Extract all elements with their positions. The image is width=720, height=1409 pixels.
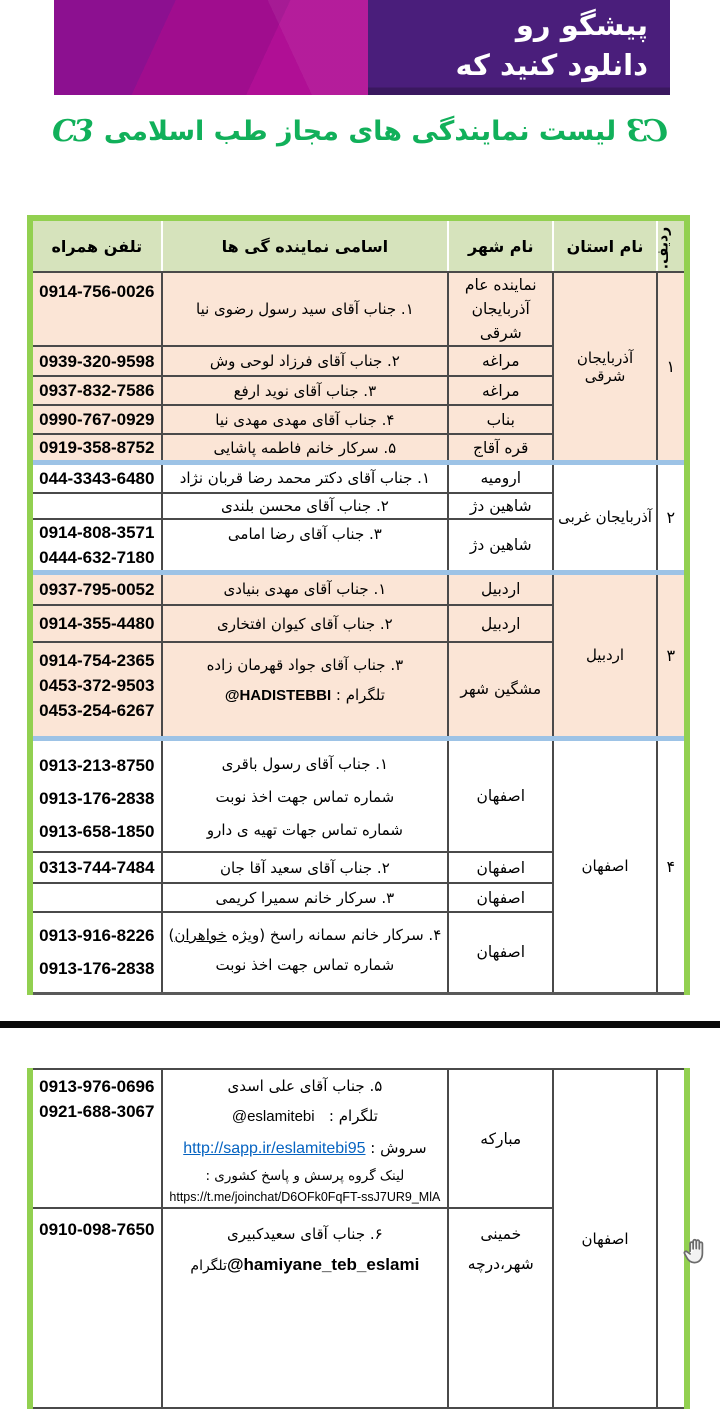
province-name: اصفهان xyxy=(553,1069,656,1408)
phone-number: 0939-320-9598 xyxy=(30,346,162,376)
ad-banner-line2: دانلود کنید که xyxy=(455,48,648,82)
city-name: مشگین شهر xyxy=(448,642,553,738)
phone-number-empty xyxy=(30,883,162,912)
representative-name: ۱. جناب آقای مهدی بنیادی xyxy=(162,572,448,605)
telegram-label: تلگرام : xyxy=(331,686,385,704)
phone-number: 0913-213-8750 0913-176-2838 0913-658-1850 xyxy=(30,738,162,852)
radif-number: ۴ xyxy=(657,738,687,993)
representative-name: ۴. سرکار خانم سمانه راسخ (ویژه خواهران) شماره تماس جهت اخذ نوبت xyxy=(162,912,448,993)
representative-name: ۵. جناب آقای علی اسدی تلگرام : @eslamitebi سروش : http://sapp.ir/eslamitebi95 لینک گروه پرسش و پاسخ کشوری : https://t.me/joinchat/D6OFk0FqFT-ssJ7UR9_MlA xyxy=(162,1069,448,1208)
ad-banner-graphic xyxy=(54,0,368,95)
city-name: اصفهان xyxy=(448,912,553,993)
ad-banner-line1: پیشگو رو xyxy=(515,8,648,42)
phone-number: 0919-358-8752 xyxy=(30,434,162,463)
header-radif: ردیف. xyxy=(657,218,687,272)
representative-name: ۲. جناب آقای فرزاد لوحی وش xyxy=(162,346,448,376)
floral-ornament-icon: C3 xyxy=(52,113,91,149)
group-link-url: https://t.me/joinchat/D6OFk0FqFT-ssJ7UR9_MlA xyxy=(169,1189,441,1204)
representative-name: ۳. سرکار خانم سمیرا کریمی xyxy=(162,883,448,912)
city-name: خمینی شهر،درچه xyxy=(448,1208,553,1408)
phone-number: 0914-808-3571 0444-632-7180 xyxy=(30,519,162,573)
phone-number: 0313-744-7484 xyxy=(30,852,162,883)
ad-banner[interactable] xyxy=(54,0,670,95)
radif-number: ۱ xyxy=(657,272,687,463)
phone-number: 0914-355-4480 xyxy=(30,605,162,642)
representative-name: ۲. جناب آقای محسن بلندی xyxy=(162,493,448,519)
header-city: نام شهر xyxy=(448,218,553,272)
phone-number: 0937-795-0052 xyxy=(30,572,162,605)
city-name: مبارکه xyxy=(448,1069,553,1208)
province-name: آذربایجان غربی xyxy=(553,463,656,573)
telegram-handle: @eslamitebi xyxy=(231,1107,315,1125)
soroush-link[interactable]: http://sapp.ir/eslamitebi95 xyxy=(183,1139,366,1157)
city-name: اصفهان xyxy=(448,883,553,912)
city-name: شاهین دژ xyxy=(448,493,553,519)
representative-name: ۱. جناب آقای سید رسول رضوی نیا xyxy=(162,272,448,346)
soroush-label: سروش : xyxy=(365,1138,427,1157)
header-names: اسامی نماینده گی ها xyxy=(162,218,448,272)
city-name: نماینده عام آذربایجان شرقی xyxy=(448,272,553,346)
note-line: شماره تماس جهت اخذ نوبت xyxy=(215,956,395,974)
header-province: نام استان xyxy=(553,218,656,272)
radif-number: ۲ xyxy=(657,463,687,573)
representative-name: ۳. جناب آقای نوید ارفع xyxy=(162,376,448,405)
representative-name: ۵. سرکار خانم فاطمه پاشایی xyxy=(162,434,448,463)
page-title: لیست نمایندگی های مجاز طب اسلامی xyxy=(103,116,617,147)
city-name: اردبیل xyxy=(448,605,553,642)
telegram-label: تلگرام xyxy=(190,1258,227,1274)
note-line: شماره تماس جهات تهیه ی دارو xyxy=(206,820,403,839)
radif-number: ۳ xyxy=(657,572,687,738)
city-name: شاهین دژ xyxy=(448,519,553,573)
telegram-label: تلگرام : xyxy=(328,1106,378,1125)
phone-number: 0914-754-2365 0453-372-9503 0453-254-6267 xyxy=(30,642,162,738)
representative-name: ۲. جناب آقای سعید آقا جان xyxy=(162,852,448,883)
representative-name: ۳. جناب آقای جواد قهرمان زاده تلگرام : @HADISTEBBI xyxy=(162,642,448,738)
phone-number: 044-3343-6480 xyxy=(30,463,162,493)
city-name: اصفهان xyxy=(448,738,553,852)
representatives-table xyxy=(27,215,690,995)
page-break-divider xyxy=(0,1021,720,1028)
representatives-table-continued xyxy=(27,1068,690,1409)
representative-name: ۶. جناب آقای سعیدکبیری @hamiyane_teb_eslamiتلگرام xyxy=(162,1208,448,1408)
floral-ornament-icon: C3 xyxy=(629,113,668,149)
representative-name: ۱. جناب آقای دکتر محمد رضا قربان نژاد xyxy=(162,463,448,493)
header-phone: تلفن همراه xyxy=(30,218,162,272)
city-name: اردبیل xyxy=(448,572,553,605)
phone-number-empty xyxy=(30,493,162,519)
note-line: شماره تماس جهت اخذ نوبت xyxy=(215,787,395,806)
ad-banner-text-panel xyxy=(368,0,670,95)
province-name: اصفهان xyxy=(553,738,656,993)
representative-name: ۲. جناب آقای کیوان افتخاری xyxy=(162,605,448,642)
phone-number: 0910-098-7650 xyxy=(30,1208,162,1408)
phone-number: 0913-916-8226 0913-176-2838 xyxy=(30,912,162,993)
city-name: بناب xyxy=(448,405,553,434)
city-name: اصفهان xyxy=(448,852,553,883)
group-link-label: لینک گروه پرسش و پاسخ کشوری : xyxy=(205,1167,405,1184)
phone-number: 0990-767-0929 xyxy=(30,405,162,434)
page-title-row xyxy=(0,113,720,149)
city-name: مراغه xyxy=(448,376,553,405)
representative-name: ۱. جناب آقای رسول باقری شماره تماس جهت اخذ نوبت شماره تماس جهات تهیه ی دارو xyxy=(162,738,448,852)
hand-grab-cursor-icon xyxy=(681,1236,711,1268)
city-name: مراغه xyxy=(448,346,553,376)
telegram-handle: @HADISTEBBI xyxy=(224,687,332,704)
representative-name: ۳. جناب آقای رضا امامی xyxy=(162,519,448,573)
province-name: اردبیل xyxy=(553,572,656,738)
city-name: ارومیه xyxy=(448,463,553,493)
phone-number: 0937-832-7586 xyxy=(30,376,162,405)
city-name: قره آقاج xyxy=(448,434,553,463)
telegram-handle: @hamiyane_teb_eslami xyxy=(226,1255,420,1274)
representative-name: ۴. جناب آقای مهدی مهدی نیا xyxy=(162,405,448,434)
province-name: آذربایجان شرقی xyxy=(553,272,656,463)
phone-number: 0914-756-0026 xyxy=(30,272,162,346)
phone-number: 0913-976-0696 0921-688-3067 xyxy=(30,1069,162,1208)
